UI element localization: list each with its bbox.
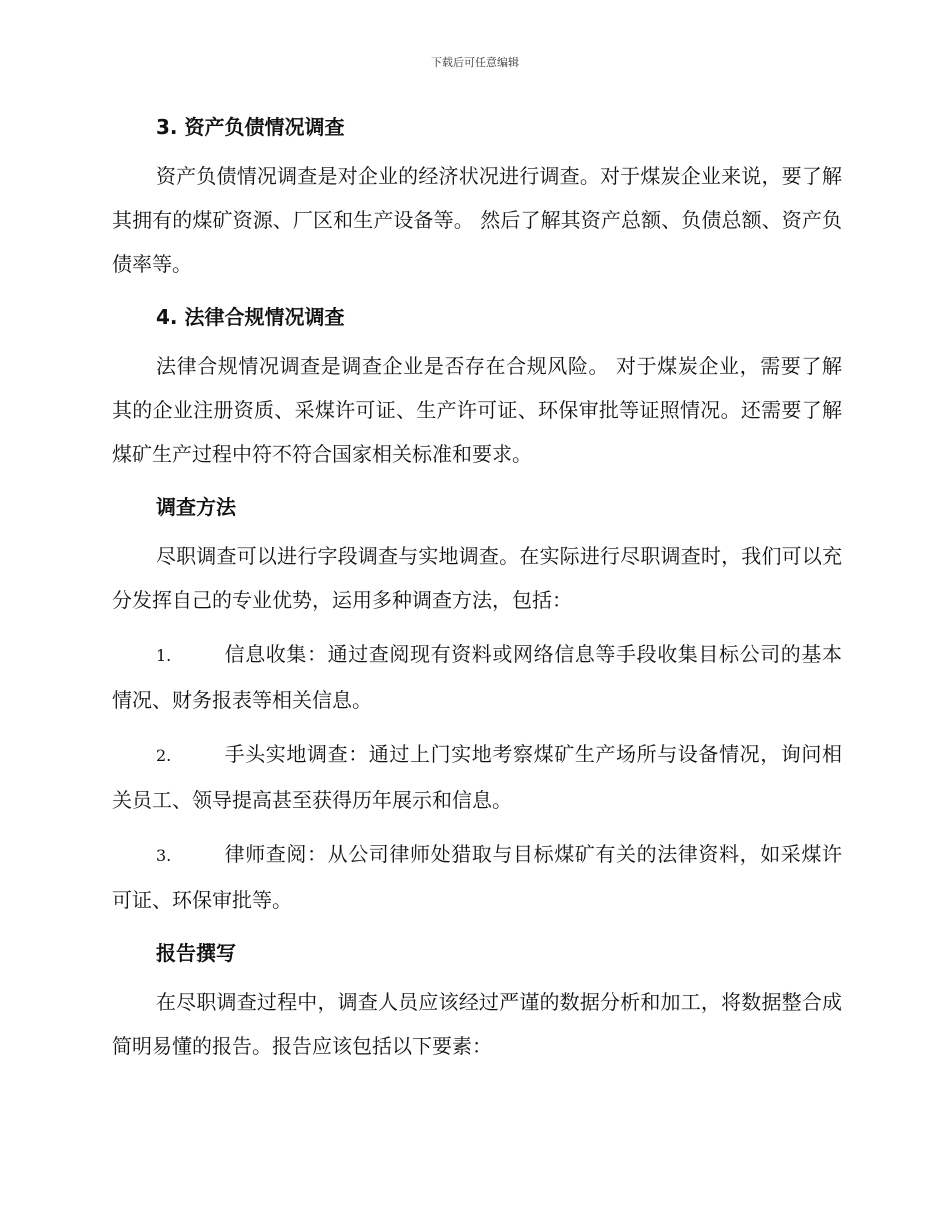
section-heading-report: 报告撰写	[156, 941, 236, 965]
list-item	[112, 632, 842, 722]
list-item-text: 律师查阅：从公司律师处猎取与目标煤矿有关的法律资料，如采煤许可证、环保审批等。	[112, 842, 842, 912]
list-item	[112, 732, 842, 822]
paragraph-asset: 资产负债情况调查是对企业的经济状况进行调查。对于煤炭企业来说，要了解其拥有的煤矿资源、厂区和生产设备等。 然后了解其资产总额、负债总额、资产负债率等。	[112, 164, 842, 276]
section-heading-methods: 调查方法	[156, 495, 236, 519]
list-item-number: 2.	[156, 746, 172, 765]
list-item-text: 手头实地调查：通过上门实地考察煤矿生产场所与设备情况，询问相关员工、领导提高甚至获得历年展示和信息。	[112, 742, 842, 812]
section-heading-asset: 3. 资产负债情况调查	[156, 115, 345, 139]
list-item-text: 信息收集：通过查阅现有资料或网络信息等手段收集目标公司的基本情况、财务报表等相关信息。	[112, 642, 842, 712]
list-item-number: 1.	[156, 646, 172, 665]
list-item	[112, 832, 842, 922]
section-heading-legal: 4. 法律合规情况调查	[156, 305, 345, 329]
page-header-note: 下载后可任意编辑	[431, 56, 519, 69]
paragraph-report: 在尽职调查过程中，调查人员应该经过严谨的数据分析和加工，将数据整合成简明易懂的报告。报告应该包括以下要素：	[112, 990, 842, 1058]
paragraph-methods: 尽职调查可以进行字段调查与实地调查。在实际进行尽职调查时，我们可以充分发挥自己的专业优势，运用多种调查方法，包括：	[112, 544, 842, 612]
paragraph-legal: 法律合规情况调查是调查企业是否存在合规风险。 对于煤炭企业，需要了解其的企业注册资质、采煤许可证、生产许可证、环保审批等证照情况。还需要了解煤矿生产过程中符不符合国家相关标准和要求。	[112, 354, 842, 466]
list-item-number: 3.	[156, 846, 172, 865]
document-body	[112, 110, 842, 1068]
